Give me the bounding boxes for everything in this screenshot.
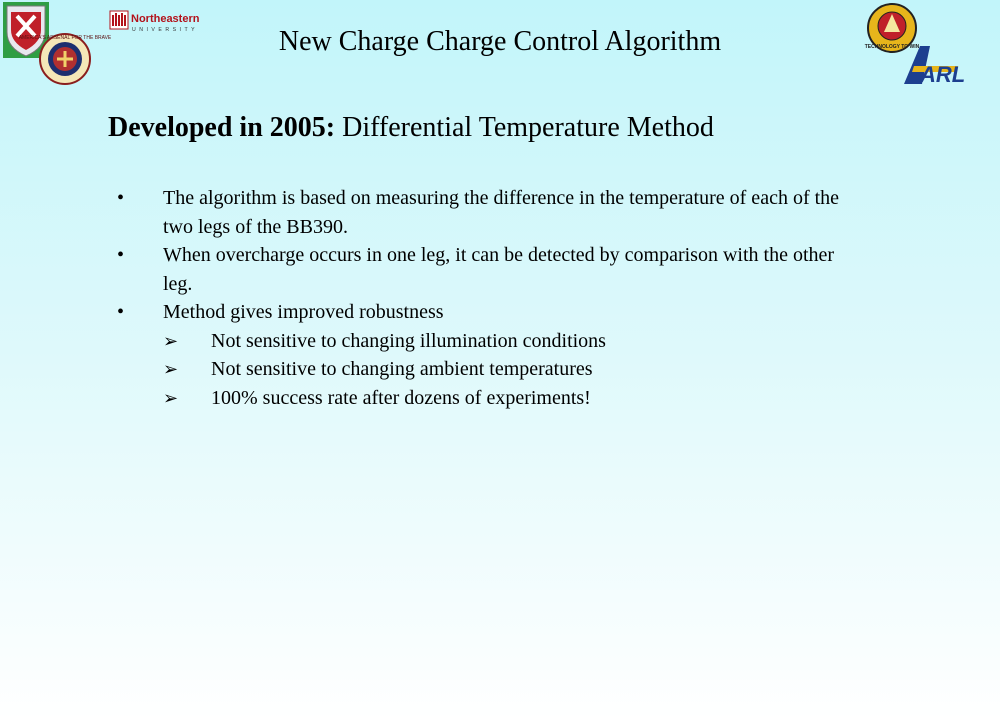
bullet-item xyxy=(117,241,857,298)
northeastern-logo-sub: UNIVERSITY xyxy=(132,27,199,33)
sub-bullet-text: Not sensitive to changing ambient temperatures xyxy=(211,358,593,380)
bullet-item xyxy=(117,184,857,241)
arl-logo-text: ARL xyxy=(920,62,966,87)
bullet-dot-icon: • xyxy=(117,187,125,209)
slide-subtitle xyxy=(108,112,714,144)
sub-bullet-item xyxy=(117,384,857,413)
sub-bullet-text: 100% success rate after dozens of experiments! xyxy=(211,386,591,409)
sub-bullet-text: Not sensitive to changing illumination conditions xyxy=(211,329,606,352)
arrow-bullet-icon: ➢ xyxy=(163,330,179,351)
slide-title: New Charge Charge Control Algorithm xyxy=(278,26,722,57)
northeastern-logo-name: Northeastern xyxy=(131,13,200,25)
subtitle-bold: Developed in 2005: xyxy=(108,112,336,143)
sub-bullet-item xyxy=(117,327,857,356)
arrow-bullet-icon: ➢ xyxy=(163,359,179,379)
arsenal-logo-text: AMERICA'S ARSENAL FOR THE BRAVE xyxy=(18,35,112,41)
bullet-item xyxy=(117,298,857,327)
bullet-text: When overcharge occurs in one leg, it can be detected by comparison with the other leg. xyxy=(163,244,835,295)
subtitle-rest: Differential Temperature Method xyxy=(335,112,714,143)
sub-bullet-item xyxy=(117,355,857,384)
bullet-dot-icon: • xyxy=(117,244,125,266)
bullet-text: The algorithm is based on measuring the difference in the temperature of each of the two legs of the BB390. xyxy=(163,187,840,238)
bullet-list xyxy=(117,184,857,412)
bullet-dot-icon: • xyxy=(117,301,125,323)
arrow-bullet-icon: ➢ xyxy=(163,387,179,408)
bullet-text: Method gives improved robustness xyxy=(163,301,444,323)
seal-logo-text: TECHNOLOGY TO WIN xyxy=(864,44,920,50)
